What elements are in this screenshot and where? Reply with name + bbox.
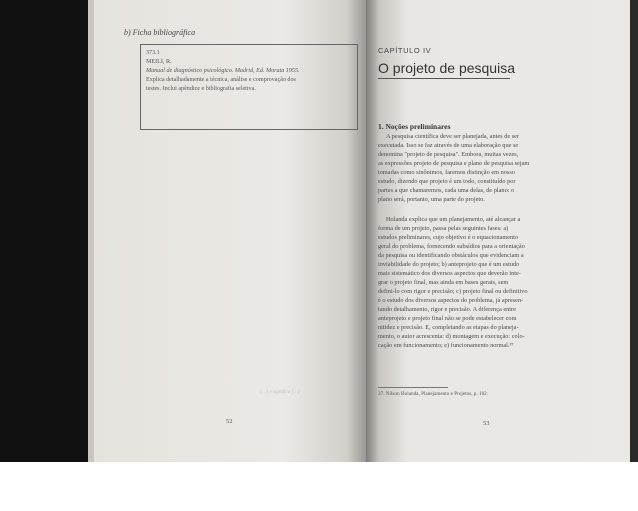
- body-line: da pesquisa ou identificando obstáculos que evidenciam a: [378, 252, 524, 259]
- body-line: tomadas como sinônimos, faremos distinção em nosso: [378, 169, 515, 176]
- body-line: as expressões projeto de pesquisa e plano de pesquisa sejam: [378, 160, 530, 167]
- card-line: Explica detalhadamente a técnica, análise e comprovação dos: [146, 77, 296, 83]
- body-line: é o estudo dos diversos aspectos do problema, já apresen-: [378, 297, 524, 304]
- page-number-right: 53: [483, 420, 490, 427]
- body-line: grar o projeto final, mas ainda em bases gerais, sem: [378, 279, 509, 286]
- card-line: Manual de diagnóstico psicológico. Madrid, Ed. Morata 1955.: [146, 68, 300, 74]
- faint-bleed-text: […] e significa […]: [260, 390, 300, 395]
- card-line: MEILI, R.: [146, 59, 172, 65]
- title-rule: [378, 78, 510, 79]
- body-line: nitidez e precisão. E, completando as etapas do planeja-: [378, 324, 519, 331]
- body-line: partes a que chamaremos, cada uma delas, de plano: o: [378, 187, 515, 194]
- body-line: defini-lo com rigor e precisão; c) projeto final ou definitivo: [378, 288, 528, 295]
- page-number-left: 52: [226, 418, 233, 425]
- body-line: anteprojeto e projeto final não se pode estabelecer com: [378, 315, 517, 322]
- body-line: estudos preliminares, cujo objetivo é o equacionamento: [378, 234, 519, 241]
- body-line: mento, o autor acrescenta: d) montagem e execução: colo-: [378, 333, 525, 340]
- card-line: testes. Inclui apêndice e bibliografia seletiva.: [146, 86, 256, 92]
- section-heading: 1. Noções preliminares: [378, 122, 451, 131]
- card-line: 373.1: [146, 50, 160, 56]
- footnote-rule: [378, 387, 448, 388]
- body-line: A pesquisa científica deve ser planejada, antes de ser: [386, 133, 520, 140]
- body-line: mais sistemático dos diversos aspectos que deverão inte-: [378, 270, 521, 277]
- body-line: tando detalhamento, rigor e precisão. A diferença entre: [378, 306, 516, 313]
- sub-heading: b) Ficha bibliográfica: [124, 28, 196, 37]
- body-line: geral do problema, fornecendo subsídios para a orientação: [378, 243, 525, 250]
- body-line: cação em funcionamento; e) funcionamento normal.³⁷: [378, 342, 514, 349]
- footnote: 37. Nilson Holanda, Planejamento e Projetos, p. 102.: [378, 391, 489, 397]
- body-line: forma de um projeto, passa pelas seguintes fases: a): [378, 225, 509, 232]
- body-line: estudo, dizendo que projeto é um todo, constituído por: [378, 178, 516, 185]
- chapter-title: O projeto de pesquisa: [378, 60, 515, 76]
- body-line: plano será, portanto, uma parte do projeto.: [378, 196, 485, 203]
- body-line: Holanda explica que um planejamento, até alcançar a: [386, 216, 521, 223]
- body-line: inviabilidade do projeto; b) anteprojeto que é um estudo: [378, 261, 520, 268]
- right-page-edge: [630, 0, 638, 462]
- body-line: executada. Isso se faz através de uma elaboração que se: [378, 142, 519, 149]
- body-line: denomina "projeto de pesquisa". Embora, muitas vezes,: [378, 151, 519, 158]
- chapter-label: CAPÍTULO IV: [378, 46, 432, 55]
